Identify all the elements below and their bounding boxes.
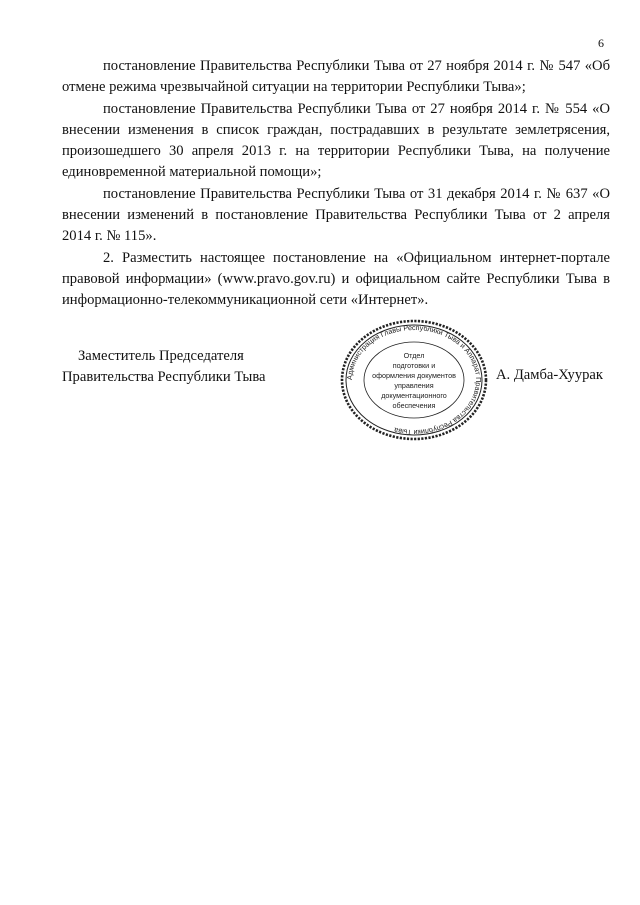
seal-center-line: подготовки и <box>392 361 436 370</box>
paragraph-resolution-637: постановление Правительства Республики Тыва от 31 декабря 2014 г. № 637 «О внесении изменений в постановление Правительства Республики Тыва от 2 апреля 2014 г. № 115». <box>62 185 610 245</box>
paragraph-publication-order: 2. Разместить настоящее постановление на «Официальном интернет-портале правовой информации» (www.pravo.gov.ru) и официальном сайте Республики Тыва в информационно-телекоммуникационной сети «Интернет». <box>62 249 610 309</box>
paragraph-resolution-547: постановление Правительства Республики Тыва от 27 ноября 2014 г. № 547 «Об отмене режима чрезвычайной ситуации на территории Республики Тыва»; <box>62 58 610 96</box>
seal-center-line: оформления документов <box>372 371 456 380</box>
seal-center-line: управления <box>394 381 434 390</box>
signatory-position <box>62 346 266 388</box>
seal-center-line: документационного <box>381 391 447 400</box>
seal-outer-text: Администрация Главы Республики Тыва и Аппарат Правительства Республики Тыва <box>344 322 484 438</box>
signatory-title-line-2: Правительства Республики Тыва <box>62 369 266 385</box>
seal-center-line: обеспечения <box>392 401 436 410</box>
official-seal-stamp <box>339 318 489 442</box>
paragraph-resolution-554: постановление Правительства Республики Тыва от 27 ноября 2014 г. № 554 «О внесении изменения в список граждан, пострадавших в результате землетрясения, произошедшего 30 апреля 2013 г. на территории Республики Тыва, на получение единовременной материальной помощи»; <box>62 100 610 181</box>
signatory-title-line-1: Заместитель Председателя <box>78 348 244 364</box>
document-body <box>62 56 610 312</box>
seal-graphic <box>339 318 489 442</box>
signatory-name: А. Дамба-Хуурак <box>496 367 603 383</box>
seal-center-line: Отдел <box>403 351 425 360</box>
page-number: 6 <box>598 36 604 50</box>
seal-center-text <box>372 351 456 410</box>
